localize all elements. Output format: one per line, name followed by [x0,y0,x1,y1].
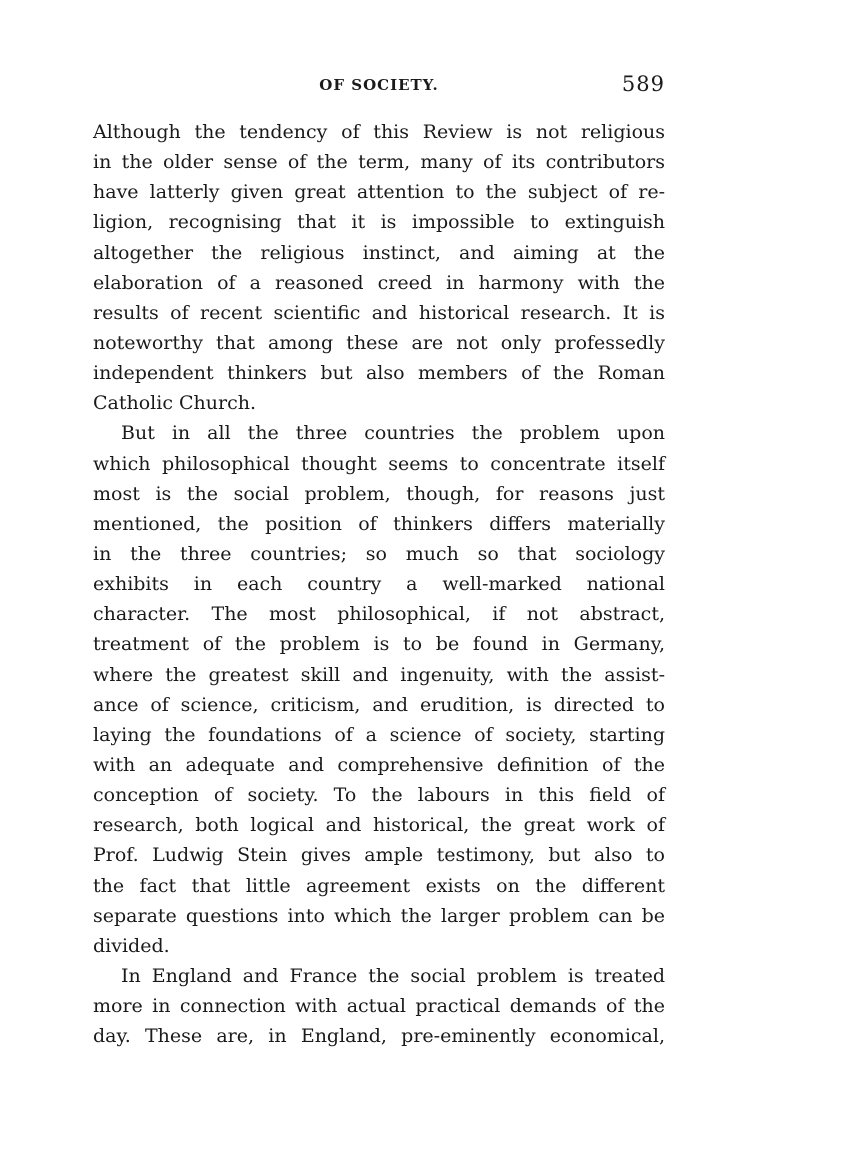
text-line: results of recent scientific and historical research. It is [93,301,665,324]
text-line: ligion, recognising that it is impossible to extinguish [93,211,665,234]
text-line: have latterly given great attention to the subject of re- [93,181,665,204]
page-number: 589 [621,72,665,96]
body-text [93,117,665,1051]
text-line: divided. [93,934,170,957]
text-line: Although the tendency of this Review is not religious [93,121,665,143]
text-line: the fact that little agreement exists on the different [93,874,665,897]
text-line: elaboration of a reasoned creed in harmony with the [93,271,665,294]
text-line: research, both logical and historical, the great work of [93,814,665,837]
text-line: in the three countries; so much so that sociology [93,542,665,565]
text-line: Prof. Ludwig Stein gives ample testimony, but also to [93,844,665,867]
text-line: most is the social problem, though, for reasons just [93,482,665,505]
text-line: which philosophical thought seems to concentrate itself [93,452,665,475]
text-line: Catholic Church. [93,392,257,415]
text-line: where the greatest skill and ingenuity, with the assist- [93,663,665,686]
text-line: more in connection with actual practical demands of the [93,995,665,1018]
text-line: character. The most philosophical, if not abstract, [93,603,665,626]
running-head [93,72,665,102]
text-line: noteworthy that among these are not only professedly [93,331,665,354]
text-line: mentioned, the position of thinkers differs materially [93,512,665,535]
text-line: But in all the three countries the problem upon [121,422,665,445]
text-line: conception of society. To the labours in this field of [93,784,665,807]
text-line: in the older sense of the term, many of its contributors [93,151,665,174]
text-line: In England and France the social problem is treated [121,964,665,987]
text-line: ance of science, criticism, and erudition, is directed to [93,693,665,716]
text-line: treatment of the problem is to be found in Germany, [93,633,665,656]
text-line: independent thinkers but also members of the Roman [93,362,665,385]
text-line: separate questions into which the larger problem can be [93,904,665,927]
text-line: exhibits in each country a well-marked national [93,573,665,596]
text-line: day. These are, in England, pre-eminently economical, [93,1025,665,1048]
text-line: altogether the religious instinct, and aiming at the [93,241,665,264]
text-line: laying the foundations of a science of society, starting [93,723,665,746]
running-head-title: OF SOCIETY. [319,76,439,94]
text-line: with an adequate and comprehensive definition of the [93,753,665,776]
